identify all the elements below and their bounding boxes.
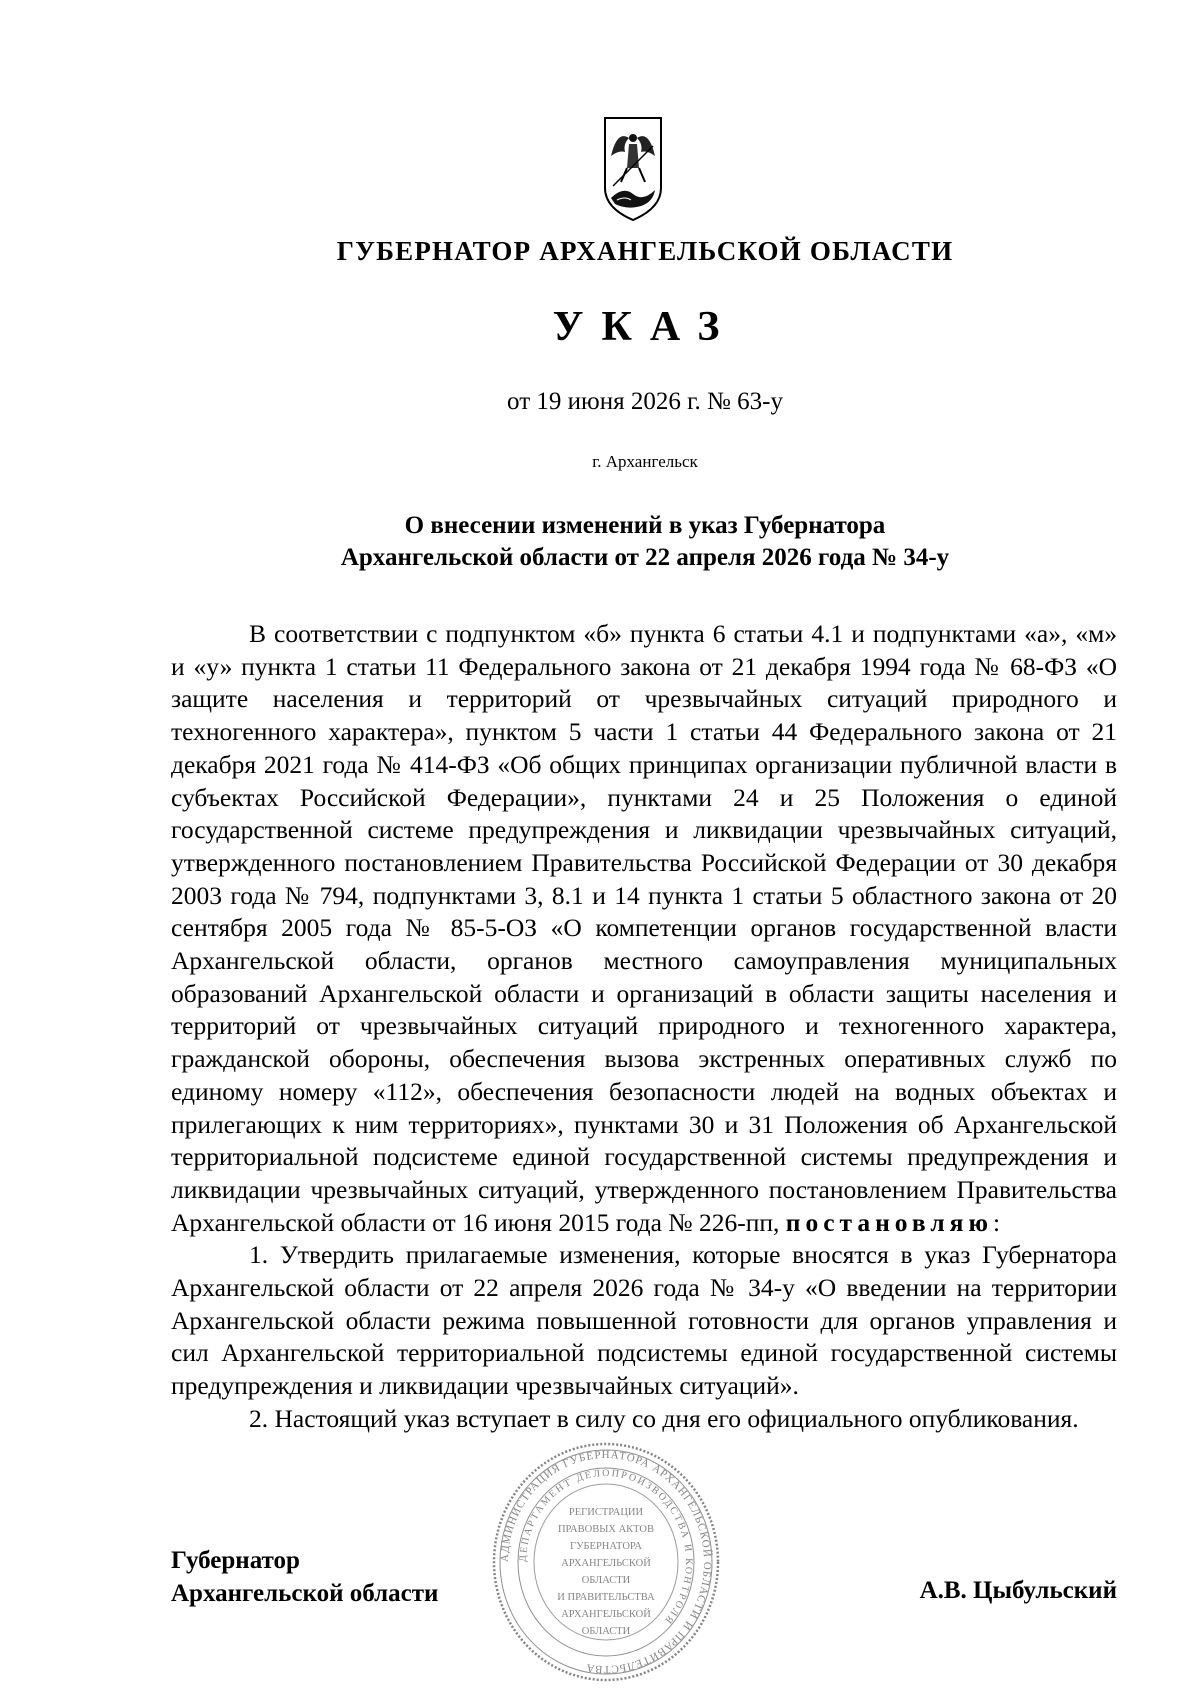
- seal-center-line: ОБЛАСТИ: [581, 1626, 631, 1637]
- official-seal-stamp: [492, 1441, 720, 1683]
- seal-center-line: АРХАНГЕЛЬСКОЙ: [561, 1609, 651, 1620]
- decree-word: постановляю: [785, 1207, 993, 1237]
- issuing-authority: ГУБЕРНАТОР АРХАНГЕЛЬСКОЙ ОБЛАСТИ: [336, 236, 954, 266]
- seal-outer-ring-text: АДМИНИСТРАЦИЯ ГУБЕРНАТОРА АРХАНГЕЛЬСКОЙ ОБЛАСТИ И ПРАВИТЕЛЬСТВА: [498, 1448, 714, 1676]
- decree-city: г. Архангельск: [592, 452, 698, 471]
- signatory-name: А.В. Цыбульский: [919, 1577, 1117, 1604]
- signatory-position-line-1: Губернатор: [171, 1547, 300, 1574]
- document-type: УКАЗ: [552, 304, 738, 350]
- decree-subject: [0, 510, 1200, 574]
- signatory-position-line-2: Архангельской области: [171, 1580, 439, 1607]
- subject-line-1: О внесении изменений в указ Губернатора: [404, 512, 886, 539]
- seal-inner-ring-text: ДЕПАРТАМЕНТ ДЕЛОПРОИЗВОДСТВА И КОНТРОЛЯ: [517, 1467, 695, 1627]
- preamble-paragraph: [171, 618, 1117, 1239]
- item-1-paragraph: 1. Утвердить прилагаемые изменения, которые вносятся в указ Губернатора Архангельской области от 22 апреля 2026 года № 34-у «О введении на территории Архангельской области режима повышенной готовности для органов управления и сил Архангельской территориальной подсистемы единой государственной системы предупреждения и ликвидации чрезвычайных ситуаций».: [171, 1240, 1117, 1401]
- coat-of-arms-emblem: [603, 116, 663, 222]
- preamble-text: В соответствии с подпунктом «б» пункта 6 статьи 4.1 и подпунктами «а», «м» и «у» пункта 1 статьи 11 Федерального закона от 21 декабря 1994 года № 68-ФЗ «О защите населения и территорий от чрезвычайных ситуаций природного и техногенного характера», пунктом 5 части 1 статьи 44 Федерального закона от 21 декабря 2021 года № 414-ФЗ «Об общих принципах организации публичной власти в субъектах Российской Федерации», пунктами 24 и 25 Положения о единой государственной системе предупреждения и ликвидации чрезвычайных ситуаций, утвержденного постановлением Правительства Российской Федерации от 30 декабря 2003 года № 794, подпунктами 3, 8.1 и 14 пункта 1 статьи 5 областного закона от 20 сентября 2005 года № 85-5-ОЗ «О компетенции органов государственной власти Архангельской области, органов местного самоуправления муниципальных образований Архангельской области и организаций в области защиты населения и территорий от чрезвычайных ситуаций природного и техногенного характера, гражданской обороны, обеспечения вызова экстренных оперативных служб по единому номеру «112», обеспечения безопасности людей на водных объектах и прилегающих к ним территориях», пунктами 30 и 31 Положения об Архангельской территориальной подсистеме единой государственной системы предупреждения и ликвидации чрезвычайных ситуаций, утвержденного постановлением Правительства Архангельской области от 16 июня 2015 года № 226-пп,: [171, 619, 1117, 1237]
- signatory-position: [171, 1544, 438, 1610]
- seal-center-line: РЕГИСТРАЦИИ: [568, 1507, 644, 1518]
- decree-body: [171, 618, 1117, 1436]
- seal-center-line: ОБЛАСТИ: [581, 1575, 631, 1586]
- decree-date-number: от 19 июня 2026 г. № 63-у: [507, 388, 783, 415]
- subject-line-2: Архангельской области от 22 апреля 2026 года № 34-у: [340, 544, 950, 571]
- seal-center-line: АРХАНГЕЛЬСКОЙ: [561, 1558, 651, 1569]
- item-2-paragraph: 2. Настоящий указ вступает в силу со дня его официального опубликования.: [249, 1403, 1079, 1433]
- seal-center-line: ГУБЕРНАТОРА: [570, 1541, 642, 1552]
- seal-center-line: ПРАВОВЫХ АКТОВ: [557, 1524, 655, 1535]
- seal-center-line: И ПРАВИТЕЛЬСТВА: [557, 1592, 655, 1603]
- decree-colon: :: [992, 1207, 1001, 1237]
